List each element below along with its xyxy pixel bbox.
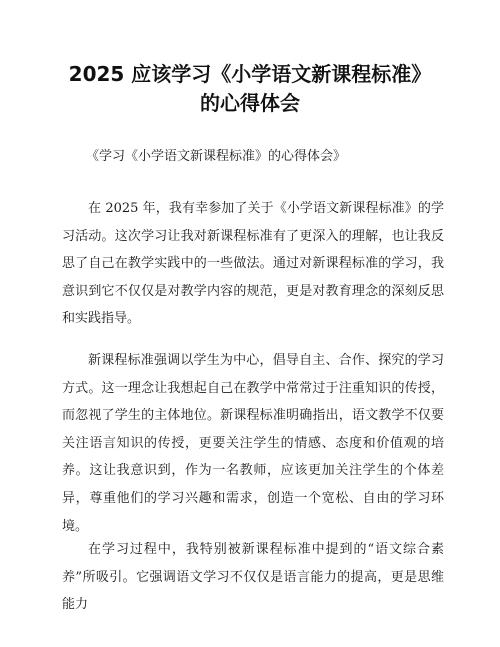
document-subtitle: 《学习《小学语文新课程标准》的心得体会》	[86, 149, 347, 164]
document-title-line-2: 的心得体会	[200, 91, 300, 115]
document-title-line-1: 2025 应该学习《小学语文新课程标准》	[68, 62, 432, 86]
paragraph-2: 新课程标准强调以学生为中心，倡导自主、合作、探究的学习方式。这一理念让我想起自己在教学中常常过于注重知识的传授，而忽视了学生的主体地位。新课程标准明确指出，语文教学不仅要关注语言知识的传授，更要关注学生的情感、态度和价值观的培养。这让我意识到，作为一名教师，应该更加关注学生的个体差异，尊重他们的学习兴趣和需求，创造一个宽松、自由的学习环境。	[62, 353, 444, 534]
paragraph-1: 在 2025 年，我有幸参加了关于《小学语文新课程标准》的学习活动。这次学习让我对新课程标准有了更深入的理解，也让我反思了自己在教学实践中的一些做法。通过对新课程标准的学习，我意识到它不仅仅是对教学内容的规范，更是对教育理念的深刻反思和实践指导。	[62, 201, 444, 327]
paragraph-3: 在学习过程中，我特别被新课程标准中提到的“语文综合素养”所吸引。它强调语文学习不仅仅是语言能力的提高，更是思维能力	[62, 542, 444, 613]
